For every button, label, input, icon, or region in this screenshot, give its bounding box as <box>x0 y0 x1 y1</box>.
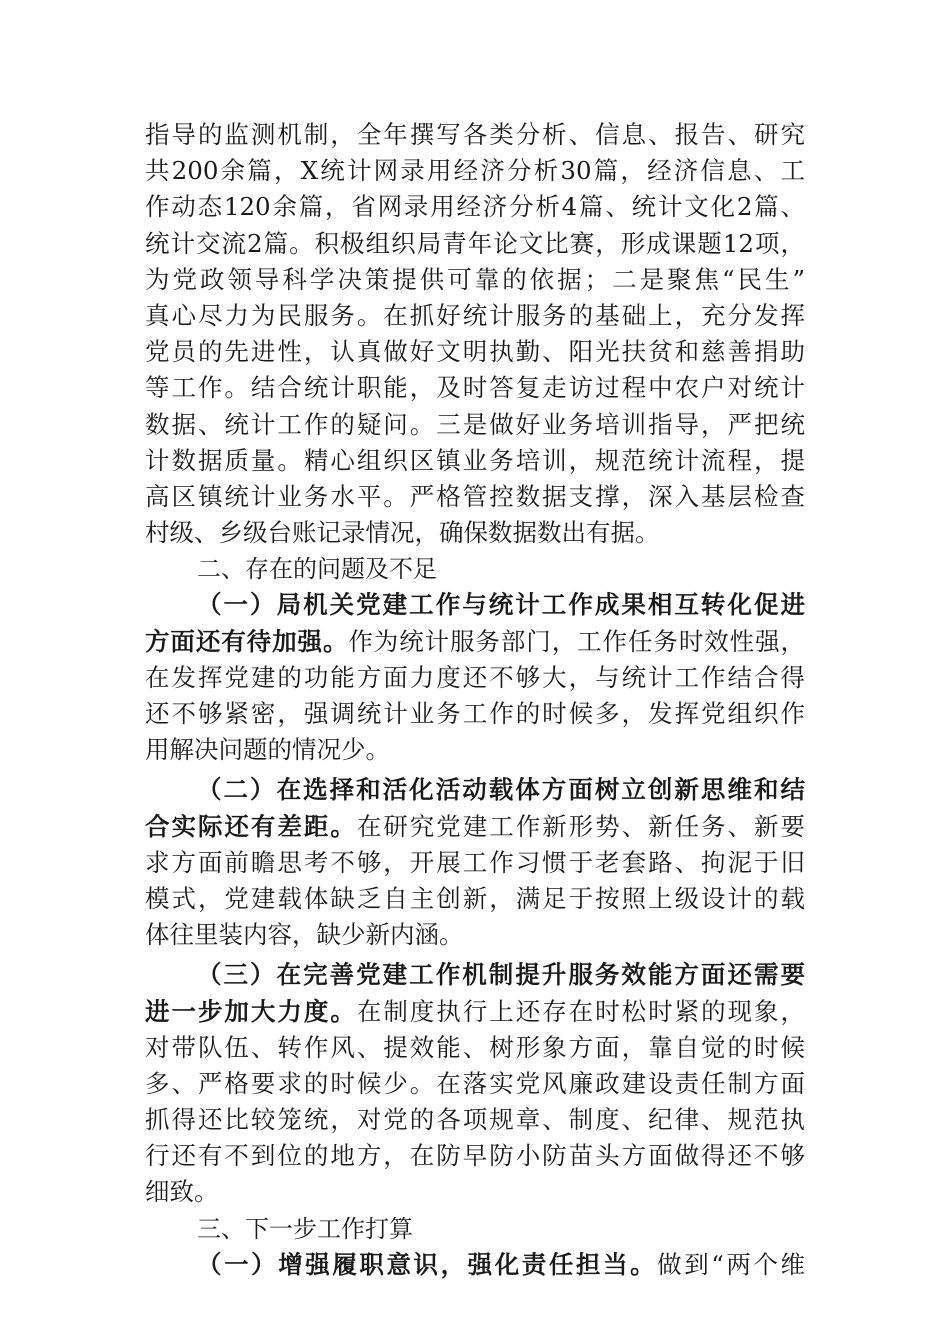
paragraph-next-step-1 <box>145 1247 805 1283</box>
section-heading-problems: 二、存在的问题及不足 <box>197 555 437 584</box>
document-body <box>145 117 805 1283</box>
text-line: 求方面前瞻思考不够，开展工作习惯于老套路、拘泥于旧 <box>145 847 805 877</box>
text-line: 高区镇统计业务水平。严格管控数据支撑，深入基层检查 <box>145 481 805 511</box>
text-line: 统计交流2篇。积极组织局青年论文比赛，形成课题12项， <box>145 228 805 258</box>
item-title-end: 合实际还有差距。 <box>145 811 357 841</box>
item-text: 在制度执行上还存在时松时紧的现象， <box>356 996 806 1026</box>
item-title-end: 进一步加大力度。 <box>145 996 357 1026</box>
text-line: 指导的监测机制，全年撰写各类分析、信息、报告、研究 <box>145 120 805 149</box>
item-text: 做到“两个维 <box>657 1249 805 1279</box>
text-line: 模式，党建载体缺乏自主创新，满足于按照上级设计的载 <box>145 883 805 913</box>
text-line: 多、严格要求的时候少。在落实党风廉政建设责任制方面 <box>145 1068 805 1098</box>
item-text: 在研究党建工作新形势、新任务、新要 <box>356 811 806 841</box>
text-line: 等工作。结合统计职能，及时答复走访过程中农户对统计 <box>145 373 805 403</box>
text-line: 体往里装内容，缺少新内涵。 <box>145 920 464 950</box>
text-line: 细致。 <box>145 1177 219 1207</box>
text-line: 用解决问题的情况少。 <box>145 735 390 765</box>
paragraph-work-summary <box>145 117 805 551</box>
section-heading-next-steps: 三、下一步工作打算 <box>197 1214 413 1243</box>
text-line: 共200余篇，X统计网录用经济分析30篇，经济信息、工 <box>145 156 805 186</box>
text-line: 党员的先进性，认真做好文明执勤、阳光扶贫和慈善捐助 <box>145 337 805 367</box>
text-line <box>145 624 805 660</box>
text-line: 在发挥党建的功能方面力度还不够大，与统计工作结合得 <box>145 662 805 692</box>
text-line: 还不够紧密，强调统计业务工作的时候多，发挥党组织作 <box>145 699 805 728</box>
paragraph-problem-3 <box>145 957 805 1210</box>
text-line: 计数据质量。精心组织区镇业务培训，规范统计流程，提 <box>145 445 805 475</box>
item-title-line: （三）在完善党建工作机制提升服务效能方面还需要 <box>197 960 805 990</box>
item-title-end: 方面还有待加强。 <box>145 626 349 656</box>
text-line <box>145 809 805 845</box>
text-line <box>145 994 805 1030</box>
text-line <box>145 1247 805 1283</box>
paragraph-problem-2 <box>145 772 805 953</box>
text-line: 对带队伍、转作风、提效能、树形象方面，靠自觉的时候 <box>145 1032 805 1062</box>
text-line: 村级、乡级台账记录情况，确保数据数出有据。 <box>145 518 660 548</box>
item-title-line: （一）局机关党建工作与统计工作成果相互转化促进 <box>197 590 805 620</box>
text-line: 为党政领导科学决策提供可靠的依据；二是聚焦“民生” <box>145 264 805 294</box>
text-line: 行还有不到位的地方，在防早防小防苗头方面做得还不够 <box>145 1141 805 1171</box>
text-line: 数据、统计工作的疑问。三是做好业务培训指导，严把统 <box>145 409 805 439</box>
item-title: （一）增强履职意识，强化责任担当。 <box>197 1249 658 1279</box>
text-line: 真心尽力为民服务。在抓好统计服务的基础上，充分发挥 <box>145 300 805 330</box>
item-title-line: （二）在选择和活化活动载体方面树立创新思维和结 <box>197 775 805 805</box>
text-line: 作动态120余篇，省网录用经济分析4篇、统计文化2篇、 <box>145 192 805 222</box>
item-text: 作为统计服务部门，工作任务时效性强， <box>348 626 805 656</box>
text-line: 抓得还比较笼统，对党的各项规章、制度、纪律、规范执 <box>145 1105 805 1135</box>
paragraph-problem-1 <box>145 587 805 768</box>
